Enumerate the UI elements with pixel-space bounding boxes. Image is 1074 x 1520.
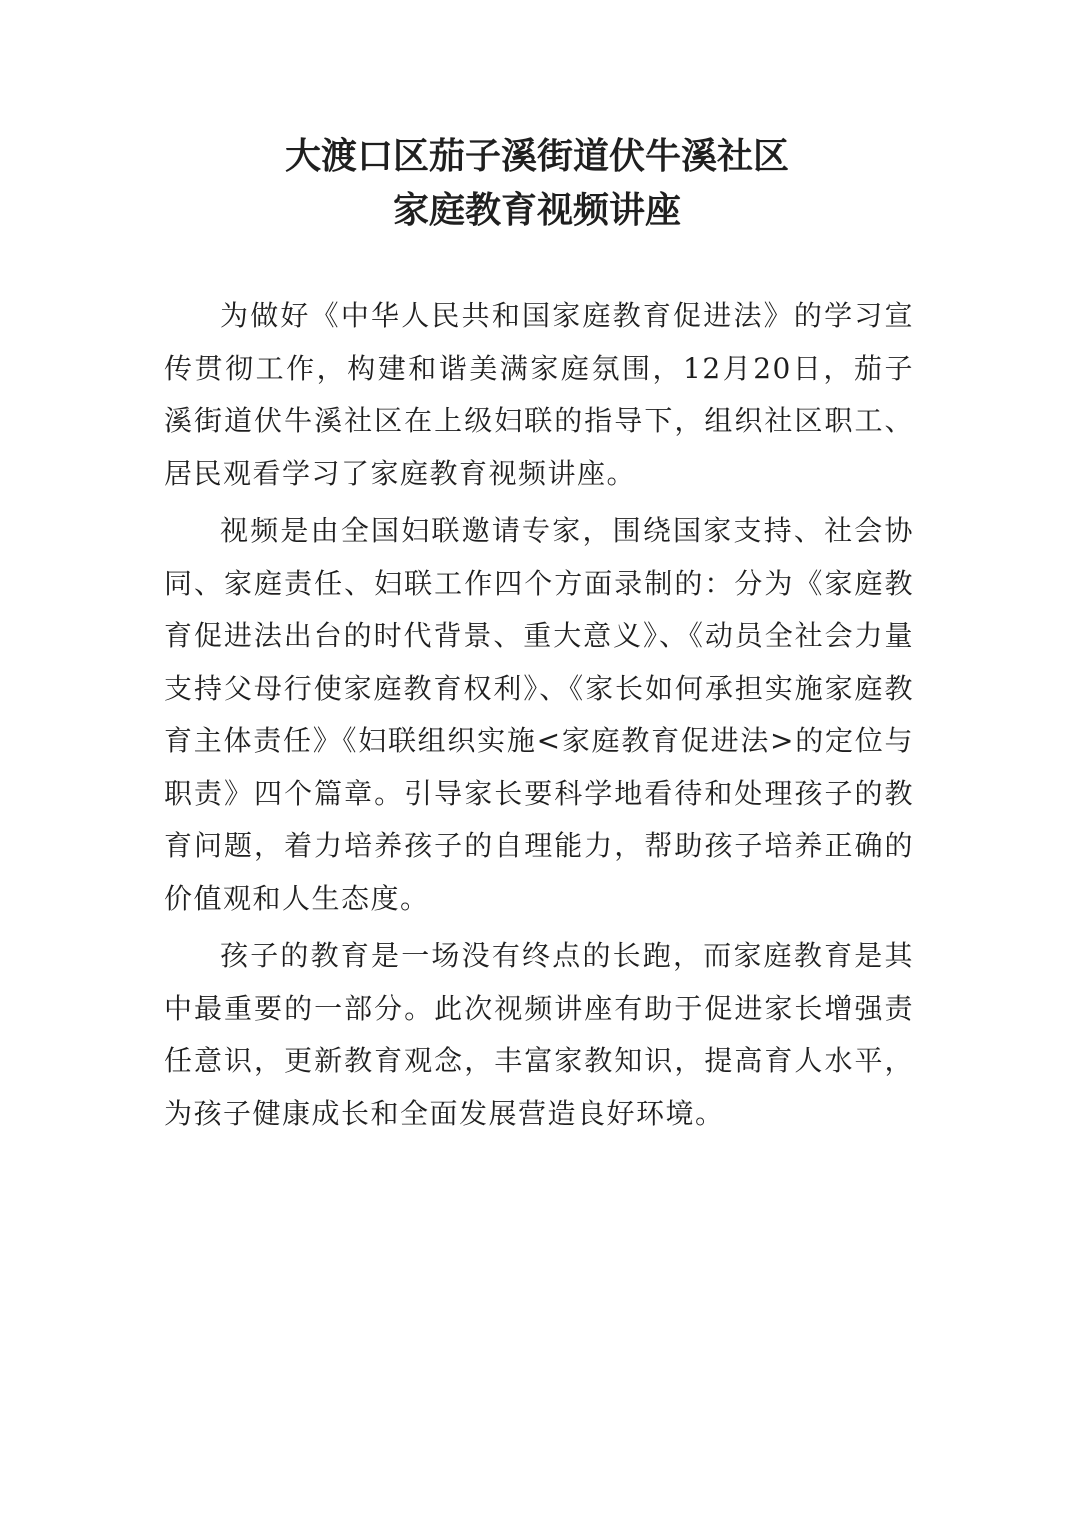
document-title-line-1: 大渡口区茄子溪街道伏牛溪社区	[284, 135, 789, 177]
paragraph-1: 为做好《中华人民共和国家庭教育促进法》的学习宣传贯彻工作，构建和谐美满家庭氛围，12月20日，茄子溪街道伏牛溪社区在上级妇联的指导下，组织社区职工、居民观看学习了家庭教育视频讲座。	[164, 299, 914, 490]
document-body	[164, 290, 914, 1140]
paragraph-2: 视频是由全国妇联邀请专家，围绕国家支持、社会协同、家庭责任、妇联工作四个方面录制的：分为《家庭教育促进法出台的时代背景、重大意义》、《动员全社会力量支持父母行使家庭教育权利》、《家长如何承担实施家庭教育主体责任》《妇联组织实施<家庭教育促进法>的定位与职责》四个篇章。引导家长要科学地看待和处理孩子的教育问题，着力培养孩子的自理能力，帮助孩子培养正确的价值观和人生态度。	[164, 514, 914, 915]
document-title-line-2: 家庭教育视频讲座	[392, 189, 681, 231]
paragraph-3: 孩子的教育是一场没有终点的长跑，而家庭教育是其中最重要的一部分。此次视频讲座有助于促进家长增强责任意识，更新教育观念，丰富家教知识，提高育人水平，为孩子健康成长和全面发展营造良好环境。	[164, 939, 914, 1130]
